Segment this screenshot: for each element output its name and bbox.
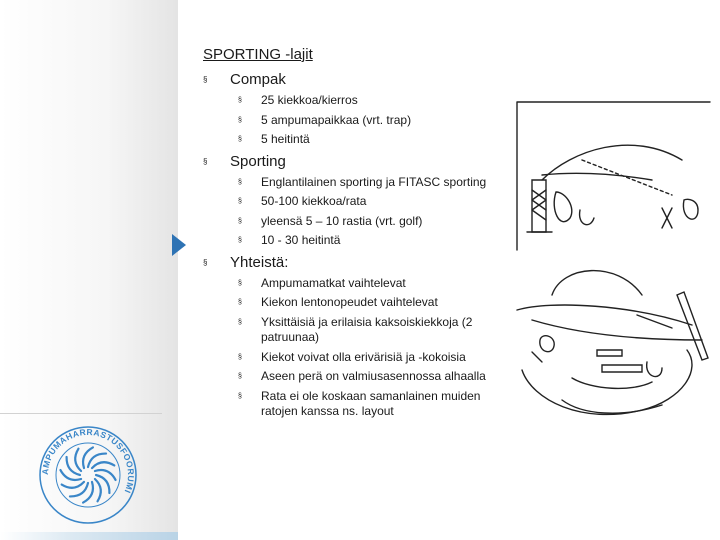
divider xyxy=(0,413,162,414)
bullet-marker: § xyxy=(238,373,242,380)
sub-bullet-text: 25 kiekkoa/kierros xyxy=(261,93,358,107)
sub-bullet-item xyxy=(203,194,513,210)
logo-swirl-stroke xyxy=(95,479,101,501)
bullet-outline xyxy=(203,68,513,424)
sub-bullet-text: Kiekon lentonopeudet vaihtelevat xyxy=(261,295,438,309)
bullet-marker: § xyxy=(238,178,242,186)
logo-swirl-stroke xyxy=(92,462,114,468)
logo-swirl-stroke xyxy=(75,449,81,471)
logo-swirl-stroke xyxy=(62,482,84,488)
bullet-marker: § xyxy=(238,353,242,361)
sub-bullet-text: 10 - 30 heitintä xyxy=(261,233,341,247)
bullet-heading-text: Sporting xyxy=(230,152,286,170)
bullet-marker: § xyxy=(238,392,242,400)
sub-bullet-item xyxy=(203,350,513,366)
bullet-heading-text: Compak xyxy=(230,71,286,88)
bullet-marker: § xyxy=(203,75,208,84)
sporting-course-sketch xyxy=(512,100,714,440)
bottom-strip xyxy=(0,532,178,540)
bullet-marker: § xyxy=(203,156,208,166)
sub-bullet-list xyxy=(203,276,513,420)
sub-bullet-text: Kiekot voivat olla erivärisiä ja -kokoisia xyxy=(261,349,466,364)
sub-bullet-text: Aseen perä on valmiusasennossa alhaalla xyxy=(261,369,486,383)
sub-bullet-item xyxy=(203,132,513,148)
sub-bullet-list xyxy=(203,175,513,249)
sub-bullet-text: Yksittäisiä ja erilaisia kaksoiskiekkoja (2 patruunaa) xyxy=(261,314,473,344)
sub-bullet-text: 5 ampumapaikkaa (vrt. trap) xyxy=(261,112,412,127)
sub-bullet-item xyxy=(203,369,513,385)
bullet-marker: § xyxy=(238,279,242,287)
logo-ring-text: AMPUMAHARRASTUSFOORUMI xyxy=(39,426,137,496)
bullet-marker: § xyxy=(203,257,208,267)
sub-bullet-text: yleensä 5 – 10 rastia (vrt. golf) xyxy=(261,213,423,228)
bullet-marker: § xyxy=(238,198,242,205)
bullet-heading xyxy=(203,70,513,90)
logo-swirl xyxy=(60,447,115,502)
arrow-marker-icon xyxy=(172,234,186,256)
bullet-marker: § xyxy=(238,116,242,124)
forum-logo xyxy=(38,425,138,525)
sub-bullet-item xyxy=(203,295,513,311)
sub-bullet-text: 5 heitintä xyxy=(261,132,310,146)
bullet-marker: § xyxy=(238,237,242,244)
sub-bullet-list xyxy=(203,93,513,148)
sub-bullet-item xyxy=(203,175,513,191)
bullet-marker: § xyxy=(238,318,242,326)
sub-bullet-text: Rata ei ole koskaan samanlainen muiden ratojen kanssa ns. layout xyxy=(261,388,481,418)
bullet-heading xyxy=(203,152,513,172)
bullet-marker: § xyxy=(238,136,242,143)
sub-bullet-item xyxy=(203,93,513,109)
sub-bullet-text: Ampumamatkat vaihtelevat xyxy=(261,275,406,290)
sub-bullet-text: 50-100 kiekkoa/rata xyxy=(261,194,367,208)
bullet-marker: § xyxy=(238,299,242,306)
sub-bullet-item xyxy=(203,389,513,420)
bullet-marker: § xyxy=(238,217,242,225)
sub-bullet-item xyxy=(203,113,513,129)
sub-bullet-item xyxy=(203,276,513,292)
sub-bullet-item xyxy=(203,233,513,249)
bullet-marker: § xyxy=(238,97,242,104)
bullet-heading-text: Yhteistä: xyxy=(230,253,289,271)
sub-bullet-item xyxy=(203,214,513,230)
sub-bullet-text: Englantilainen sporting ja FITASC sporting xyxy=(261,174,487,189)
slide-title: SPORTING -lajit xyxy=(203,46,313,63)
bullet-heading xyxy=(203,253,513,273)
sub-bullet-item xyxy=(203,315,513,346)
